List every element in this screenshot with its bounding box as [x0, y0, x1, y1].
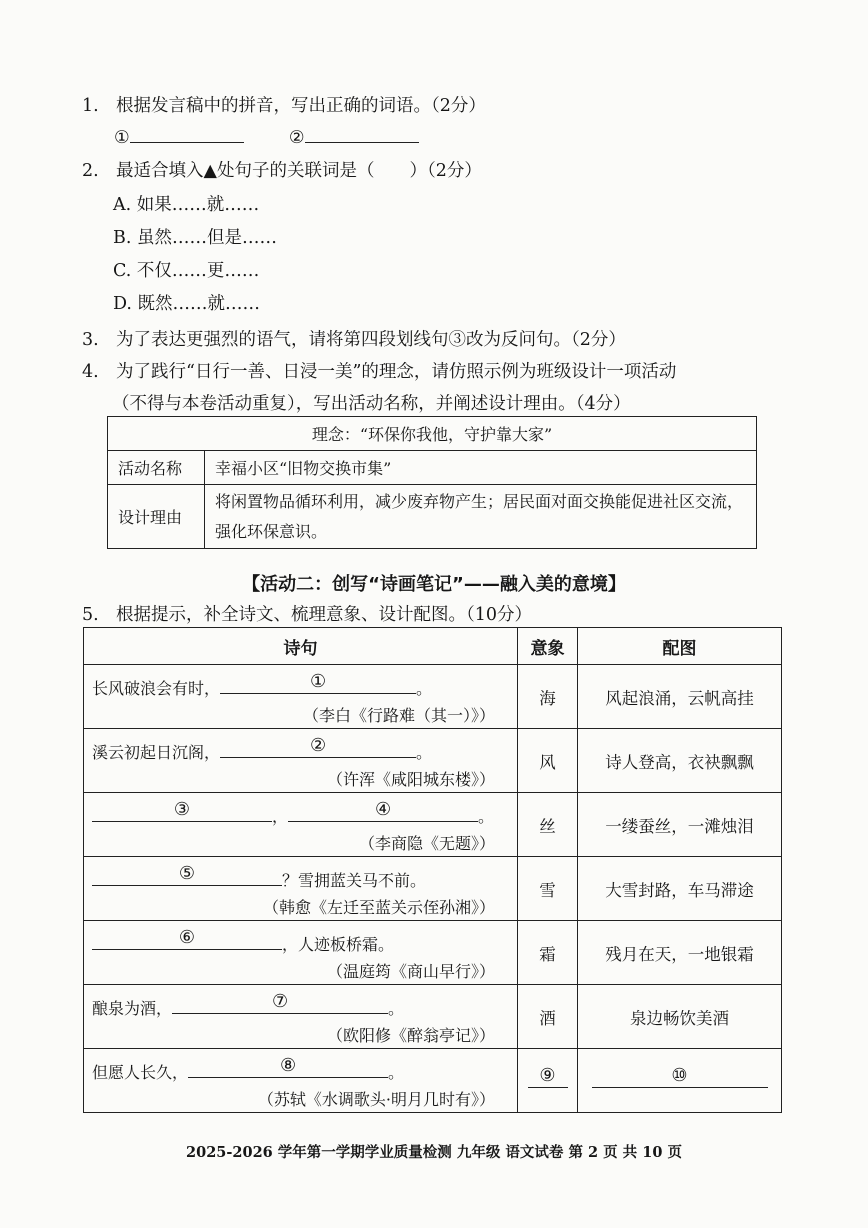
- poem-source: （欧阳修《醉翁亭记》）: [326, 1026, 495, 1045]
- question-text: 根据发言稿中的拼音，写出正确的词语。（2分）: [116, 96, 486, 116]
- table-row: [84, 1049, 782, 1113]
- header-image: 意象: [518, 628, 578, 665]
- blank-marker: ⑧: [279, 1055, 297, 1076]
- blank-marker: ⑩: [671, 1065, 688, 1086]
- section-heading: 【活动二：创写“诗画笔记”——融入美的意境】: [242, 574, 626, 595]
- concept-cell: 理念：“环保你我他，守护靠大家”: [108, 417, 757, 451]
- question-number: 3.: [82, 330, 99, 350]
- table-row: [84, 921, 782, 985]
- table-row: [84, 985, 782, 1049]
- poem-source: （李商隐《无题》）: [358, 834, 495, 853]
- poem-source: （苏轼《水调歌头·明月几时有》）: [257, 1090, 495, 1109]
- activity-design-table: [107, 416, 757, 549]
- activity-name-label: 活动名称: [108, 451, 205, 485]
- question-5: [82, 601, 532, 626]
- poem-blank[interactable]: [92, 927, 282, 950]
- blank-marker: ①: [309, 671, 327, 692]
- imagery-cell: 丝: [518, 793, 578, 857]
- page-footer: 2025-2026 学年第一学期学业质量检测 九年级 语文试卷 第 2 页 共 10 页: [186, 1144, 682, 1161]
- question-4: [82, 358, 676, 383]
- answer-blank[interactable]: [305, 124, 419, 143]
- table-row: [84, 729, 782, 793]
- design-reason-value: 将闲置物品循环利用，减少废弃物产生；居民面对面交换能促进社区交流，强化环保意识。: [205, 485, 757, 549]
- blank-marker: ②: [309, 735, 327, 756]
- picture-cell: 泉边畅饮美酒: [578, 985, 782, 1049]
- poem-text: 。: [388, 1063, 405, 1082]
- poem-source: （韩愈《左迁至蓝关示侄孙湘》）: [262, 898, 495, 917]
- poem-blank[interactable]: [220, 735, 416, 758]
- question-number: 4.: [82, 362, 99, 382]
- activity-name-value: 幸福小区“旧物交换市集”: [205, 451, 757, 485]
- blank-marker: ⑤: [178, 863, 196, 884]
- table-row: [84, 665, 782, 729]
- poem-text: ，人迹板桥霜。: [282, 935, 395, 954]
- design-reason-label: 设计理由: [108, 485, 205, 549]
- blank-marker: ①: [114, 128, 130, 148]
- question-number: 5.: [82, 605, 99, 625]
- table-row: [84, 857, 782, 921]
- picture-cell: [578, 1049, 782, 1113]
- poem-blank[interactable]: [288, 799, 478, 822]
- poem-text: 。: [388, 999, 405, 1018]
- question-text: 最适合填入▲处句子的关联词是（ ）（2分）: [116, 161, 482, 181]
- question-1: [82, 92, 486, 117]
- poem-source: （李白《行路难（其一）》）: [302, 706, 495, 725]
- question-text: 为了表达更强烈的语气，请将第四段划线句③改为反问句。（2分）: [116, 330, 626, 350]
- imagery-cell: 酒: [518, 985, 578, 1049]
- question-4-continued: （不得与本卷活动重复），写出活动名称，并阐述设计理由。（4分）: [112, 394, 631, 414]
- poem-source: （许浑《咸阳城东楼》）: [326, 770, 495, 789]
- header-poem: 诗句: [84, 628, 518, 665]
- imagery-cell: 海: [518, 665, 578, 729]
- option-b[interactable]: B. 虽然……但是……: [113, 228, 277, 248]
- option-a[interactable]: A. 如果……就……: [113, 195, 260, 215]
- poem-text: 酿泉为酒，: [92, 999, 173, 1018]
- option-d[interactable]: D. 既然……就……: [113, 294, 261, 314]
- poem-text: 。: [416, 679, 433, 698]
- blank-marker: ④: [374, 799, 392, 820]
- poem-table: [83, 627, 782, 1113]
- poem-blank[interactable]: [220, 671, 416, 694]
- blank-marker: ⑦: [271, 991, 289, 1012]
- answer-blanks-q1: [114, 124, 419, 148]
- poem-text: 。: [416, 743, 433, 762]
- poem-text: 溪云初起日沉阁，: [92, 743, 221, 762]
- poem-blank[interactable]: [92, 799, 272, 822]
- poem-text: 。: [478, 807, 495, 826]
- question-3: [82, 326, 626, 351]
- poem-text: 长风破浪会有时，: [92, 679, 221, 698]
- option-c[interactable]: C. 不仅……更……: [113, 261, 260, 281]
- table-row: [84, 793, 782, 857]
- poem-text: ，: [272, 807, 289, 826]
- poem-blank[interactable]: [172, 991, 388, 1014]
- poem-blank[interactable]: [92, 863, 282, 886]
- picture-blank[interactable]: [592, 1065, 768, 1088]
- poem-source: （温庭筠《商山早行》）: [326, 962, 495, 981]
- blank-marker: ③: [173, 799, 191, 820]
- blank-marker: ⑥: [178, 927, 196, 948]
- question-text: 根据提示，补全诗文、梳理意象、设计配图。（10分）: [116, 605, 533, 625]
- imagery-cell: 霜: [518, 921, 578, 985]
- blank-marker: ②: [288, 128, 305, 148]
- poem-blank[interactable]: [188, 1055, 388, 1078]
- imagery-blank[interactable]: [528, 1065, 568, 1088]
- picture-cell: 大雪封路，车马滞途: [578, 857, 782, 921]
- imagery-cell: 风: [518, 729, 578, 793]
- header-picture: 配图: [578, 628, 782, 665]
- blank-marker: ⑨: [539, 1065, 556, 1086]
- question-number: 2.: [82, 161, 99, 181]
- picture-cell: 诗人登高，衣袂飘飘: [578, 729, 782, 793]
- question-text: 为了践行“日行一善、日浸一美”的理念，请仿照示例为班级设计一项活动: [116, 362, 677, 382]
- picture-cell: 风起浪涌，云帆高挂: [578, 665, 782, 729]
- question-number: 1.: [82, 96, 99, 116]
- picture-cell: 一缕蚕丝，一滩烛泪: [578, 793, 782, 857]
- poem-text: ？雪拥蓝关马不前。: [282, 871, 427, 890]
- poem-text: 但愿人长久，: [92, 1063, 189, 1082]
- answer-blank[interactable]: [130, 124, 244, 143]
- picture-cell: 残月在天，一地银霜: [578, 921, 782, 985]
- question-2: [82, 157, 482, 182]
- imagery-cell: [518, 1049, 578, 1113]
- imagery-cell: 雪: [518, 857, 578, 921]
